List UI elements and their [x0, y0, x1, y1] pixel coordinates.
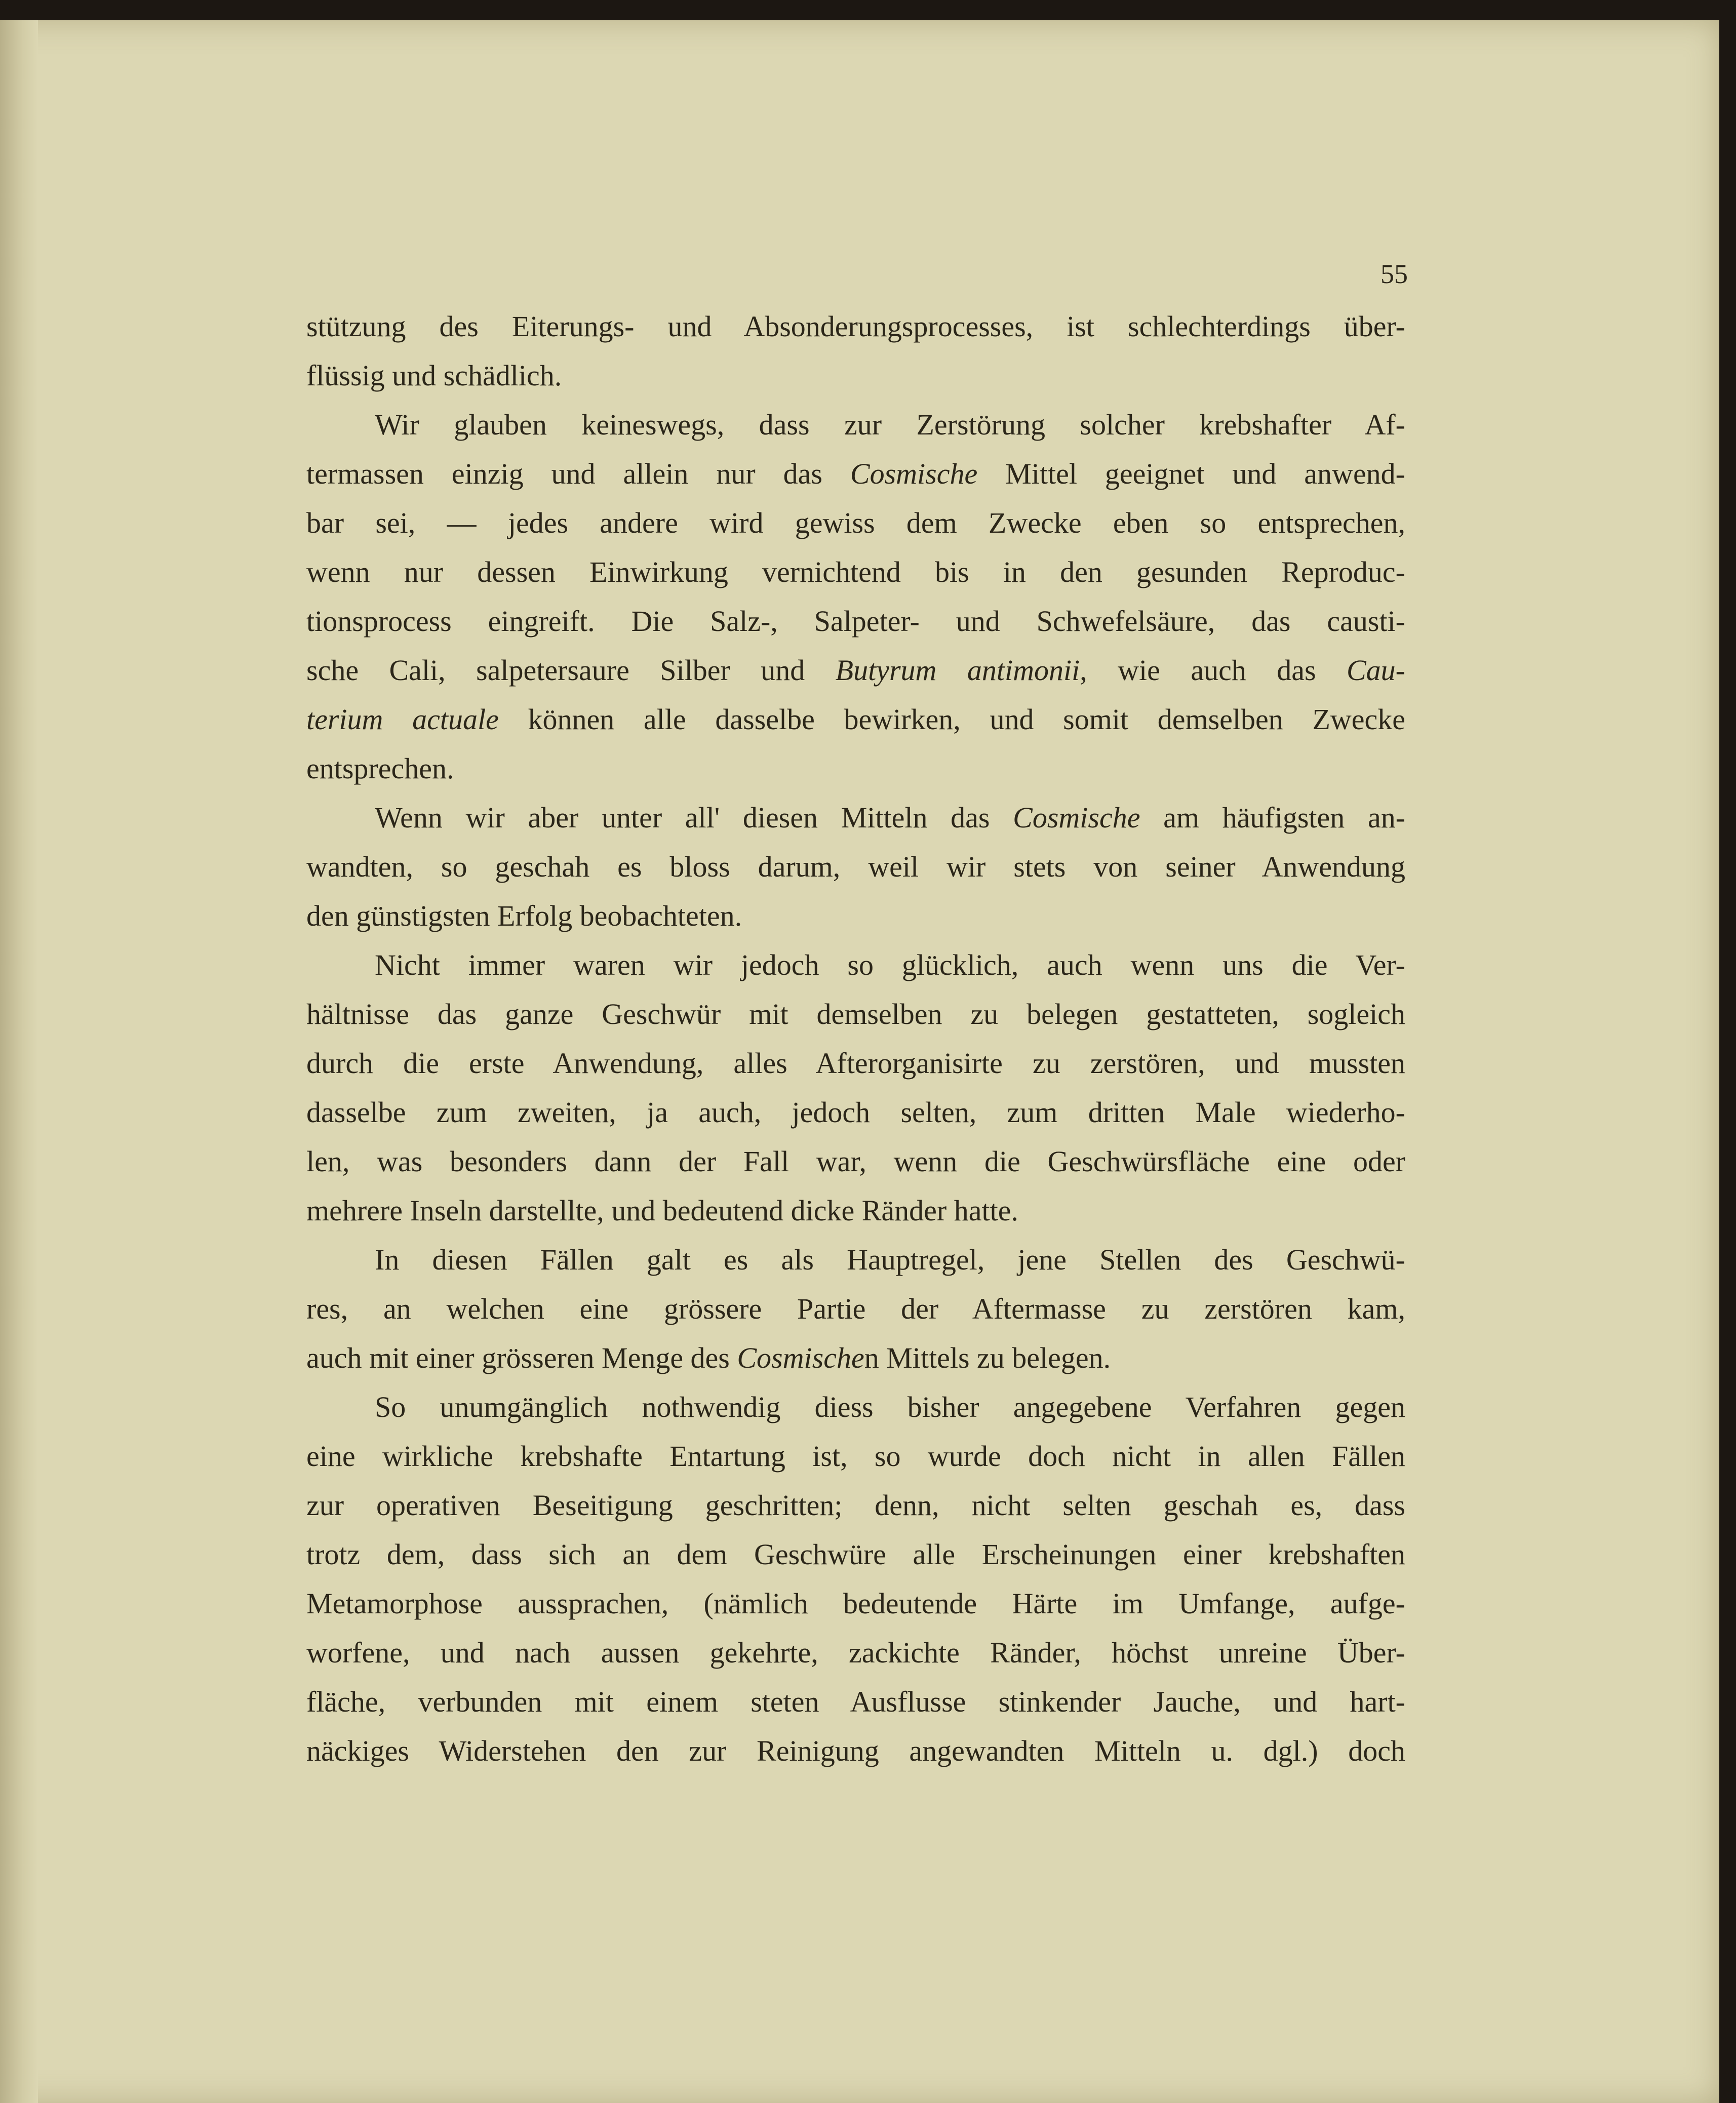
text-line: res, an welchen eine grössere Partie der Aftermasse zu zerstören kam, [306, 1292, 1405, 1325]
text-line: dasselbe zum zweiten, ja auch, jedoch selten, zum dritten Male wiederho- [306, 1096, 1405, 1129]
text-line: tionsprocess eingreift. Die Salz-, Salpeter- und Schwefelsäure, das causti- [306, 605, 1405, 638]
book-page [0, 20, 1719, 2103]
text-line: flüssig und schädlich. [306, 359, 562, 392]
text-line: näckiges Widerstehen den zur Reinigung angewandten Mitteln u. dgl.) doch [306, 1734, 1405, 1767]
text-line: auch mit einer grösseren Menge des Cosmischen Mittels zu belegen. [306, 1341, 1111, 1374]
text-line: zur operativen Beseitigung geschritten; denn, nicht selten geschah es, dass [306, 1489, 1405, 1522]
page-gutter [0, 20, 38, 2103]
text-line: So unumgänglich nothwendig diess bisher angegebene Verfahren gegen [375, 1391, 1405, 1423]
text-line: Wenn wir aber unter all' diesen Mitteln das Cosmische am häufigsten an- [375, 801, 1406, 834]
text-line: terium actuale können alle dasselbe bewirken, und somit demselben Zwecke [306, 703, 1405, 736]
text-line: Nicht immer waren wir jedoch so glücklich, auch wenn uns die Ver- [375, 948, 1405, 981]
text-line: len, was besonders dann der Fall war, wenn die Geschwürsfläche eine oder [306, 1145, 1405, 1178]
text-line: termassen einzig und allein nur das Cosmische Mittel geeignet und anwend- [306, 457, 1405, 490]
text-line: mehrere Inseln darstellte, und bedeutend dicke Ränder hatte. [306, 1194, 1018, 1227]
text-line: fläche, verbunden mit einem steten Ausflusse stinkender Jauche, und hart- [306, 1685, 1405, 1718]
text-line: entsprechen. [306, 752, 454, 785]
text-line: Wir glauben keineswegs, dass zur Zerstörung solcher krebshafter Af- [375, 408, 1405, 441]
body-text [306, 302, 1405, 1775]
text-line: sche Cali, salpetersaure Silber und Butyrum antimonii, wie auch das Cau- [306, 654, 1405, 687]
text-line: wandten, so geschah es bloss darum, weil wir stets von seiner Anwendung [306, 850, 1405, 883]
text-line: wenn nur dessen Einwirkung vernichtend bis in den gesunden Reproduc- [306, 555, 1405, 588]
text-line: stützung des Eiterungs- und Absonderungsprocesses, ist schlechterdings über- [306, 310, 1405, 343]
text-line: den günstigsten Erfolg beobachteten. [306, 899, 742, 932]
text-line: worfene, und nach aussen gekehrte, zackichte Ränder, höchst unreine Über- [306, 1636, 1405, 1669]
text-line: Metamorphose aussprachen, (nämlich bedeutende Härte im Umfange, aufge- [306, 1587, 1405, 1620]
page-number: 55 [1380, 259, 1408, 289]
text-line: hältnisse das ganze Geschwür mit demselben zu belegen gestatteten, sogleich [306, 998, 1405, 1030]
text-line: In diesen Fällen galt es als Hauptregel, jene Stellen des Geschwü- [375, 1243, 1405, 1276]
text-line: durch die erste Anwendung, alles Afterorganisirte zu zerstören, und mussten [306, 1047, 1405, 1080]
text-line: trotz dem, dass sich an dem Geschwüre alle Erscheinungen einer krebshaften [306, 1538, 1405, 1571]
text-line: bar sei, — jedes andere wird gewiss dem Zwecke eben so entsprechen, [306, 506, 1405, 539]
text-line: eine wirkliche krebshafte Entartung ist, so wurde doch nicht in allen Fällen [306, 1440, 1405, 1473]
